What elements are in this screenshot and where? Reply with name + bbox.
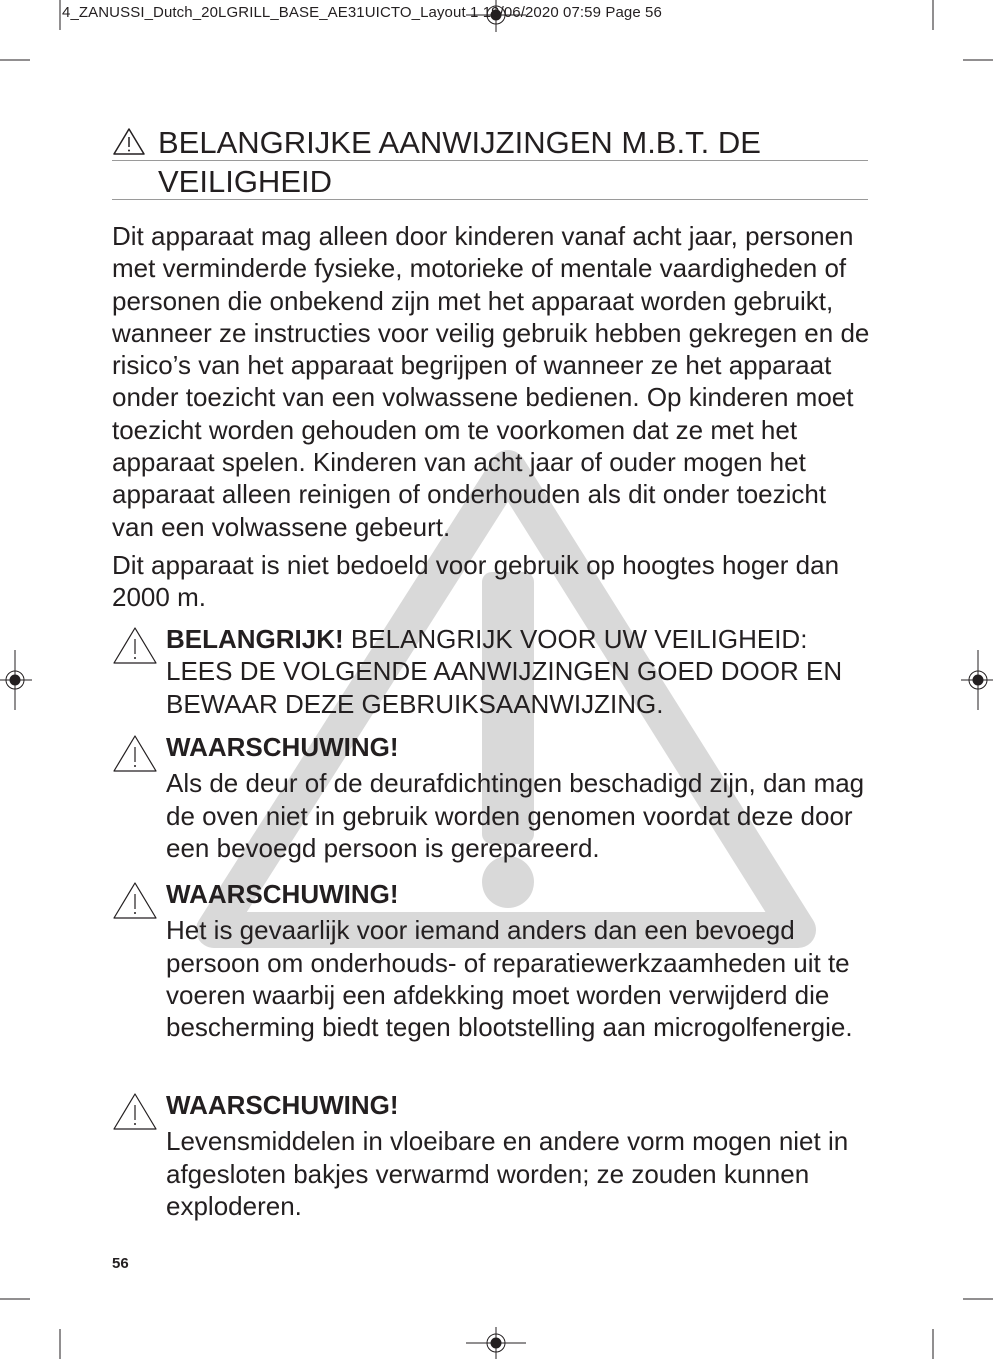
notice-text: BELANGRIJK VOOR UW VEILIGHEID: LEES DE VOLGENDE AANWIJZINGEN GOED DOOR EN BEWAAR DEZE GEBRUIKSAANWIJZING. [166,624,843,719]
notice-text: Het is gevaarlijk voor iemand anders dan een bevoegd persoon om onderhouds- of reparatiewerkzaamheden uit te voeren waarbij een afdekking moet worden verwijderd die bescherming biedt tegen blootstelling aan microgolfenergie. [166,915,853,1043]
warning-triangle-icon [112,880,158,920]
notice-text: Als de deur of de deurafdichtingen beschadigd zijn, dan mag de oven niet in gebruik worden genomen voordat deze door een bevoegd persoon is gerepareerd. [166,768,865,863]
notice-heading: BELANGRIJK! [166,624,344,654]
section-title [112,122,868,200]
notice-heading: WAARSCHUWING! [166,732,399,762]
notice-heading: WAARSCHUWING! [166,879,399,909]
section-title-line-2: VEILIGHEID [158,164,332,199]
section-title-line-1: BELANGRIJKE AANWIJZINGEN M.B.T. DE [158,125,761,160]
notice-heading: WAARSCHUWING! [166,1090,399,1120]
notice-warning-containers [112,1089,872,1222]
print-slug: 4_ZANUSSI_Dutch_20LGRILL_BASE_AE31UICTO_Layout 1 19/06/2020 07:59 Page 56 [62,4,662,21]
notice-text: Levensmiddelen in vloeibare en andere vorm mogen niet in afgesloten bakjes verwarmd worden; ze zouden kunnen exploderen. [166,1126,849,1221]
notice-important [112,623,872,720]
notice-warning-maintenance [112,878,872,1043]
intro-paragraph-children: Dit apparaat mag alleen door kinderen vanaf acht jaar, personen met verminderde fysieke, motorieke of mentale vaardigheden of personen die onbekend zijn met het apparaat worden gebruikt, wanneer ze instructies voor veilig gebruik hebben gekregen en de risico’s van het apparaat begrijpen of wanneer ze het apparaat onder toezicht van een volwassene bedienen. Op kinderen moet toezicht worden gehouden om te voorkomen dat ze met het apparaat spelen. Kinderen van acht jaar of ouder mogen het apparaat alleen reinigen of onderhouden als dit onder toezicht van een volwassene gebeurt. [112,221,870,542]
intro-paragraph-altitude: Dit apparaat is niet bedoeld voor gebruik op hoogtes hoger dan 2000 m. [112,550,840,613]
warning-triangle-icon [112,625,158,665]
warning-triangle-icon [112,126,146,156]
notice-warning-door [112,731,872,864]
warning-triangle-icon [112,1091,158,1131]
page-number: 56 [112,1255,129,1272]
warning-triangle-icon [112,733,158,773]
